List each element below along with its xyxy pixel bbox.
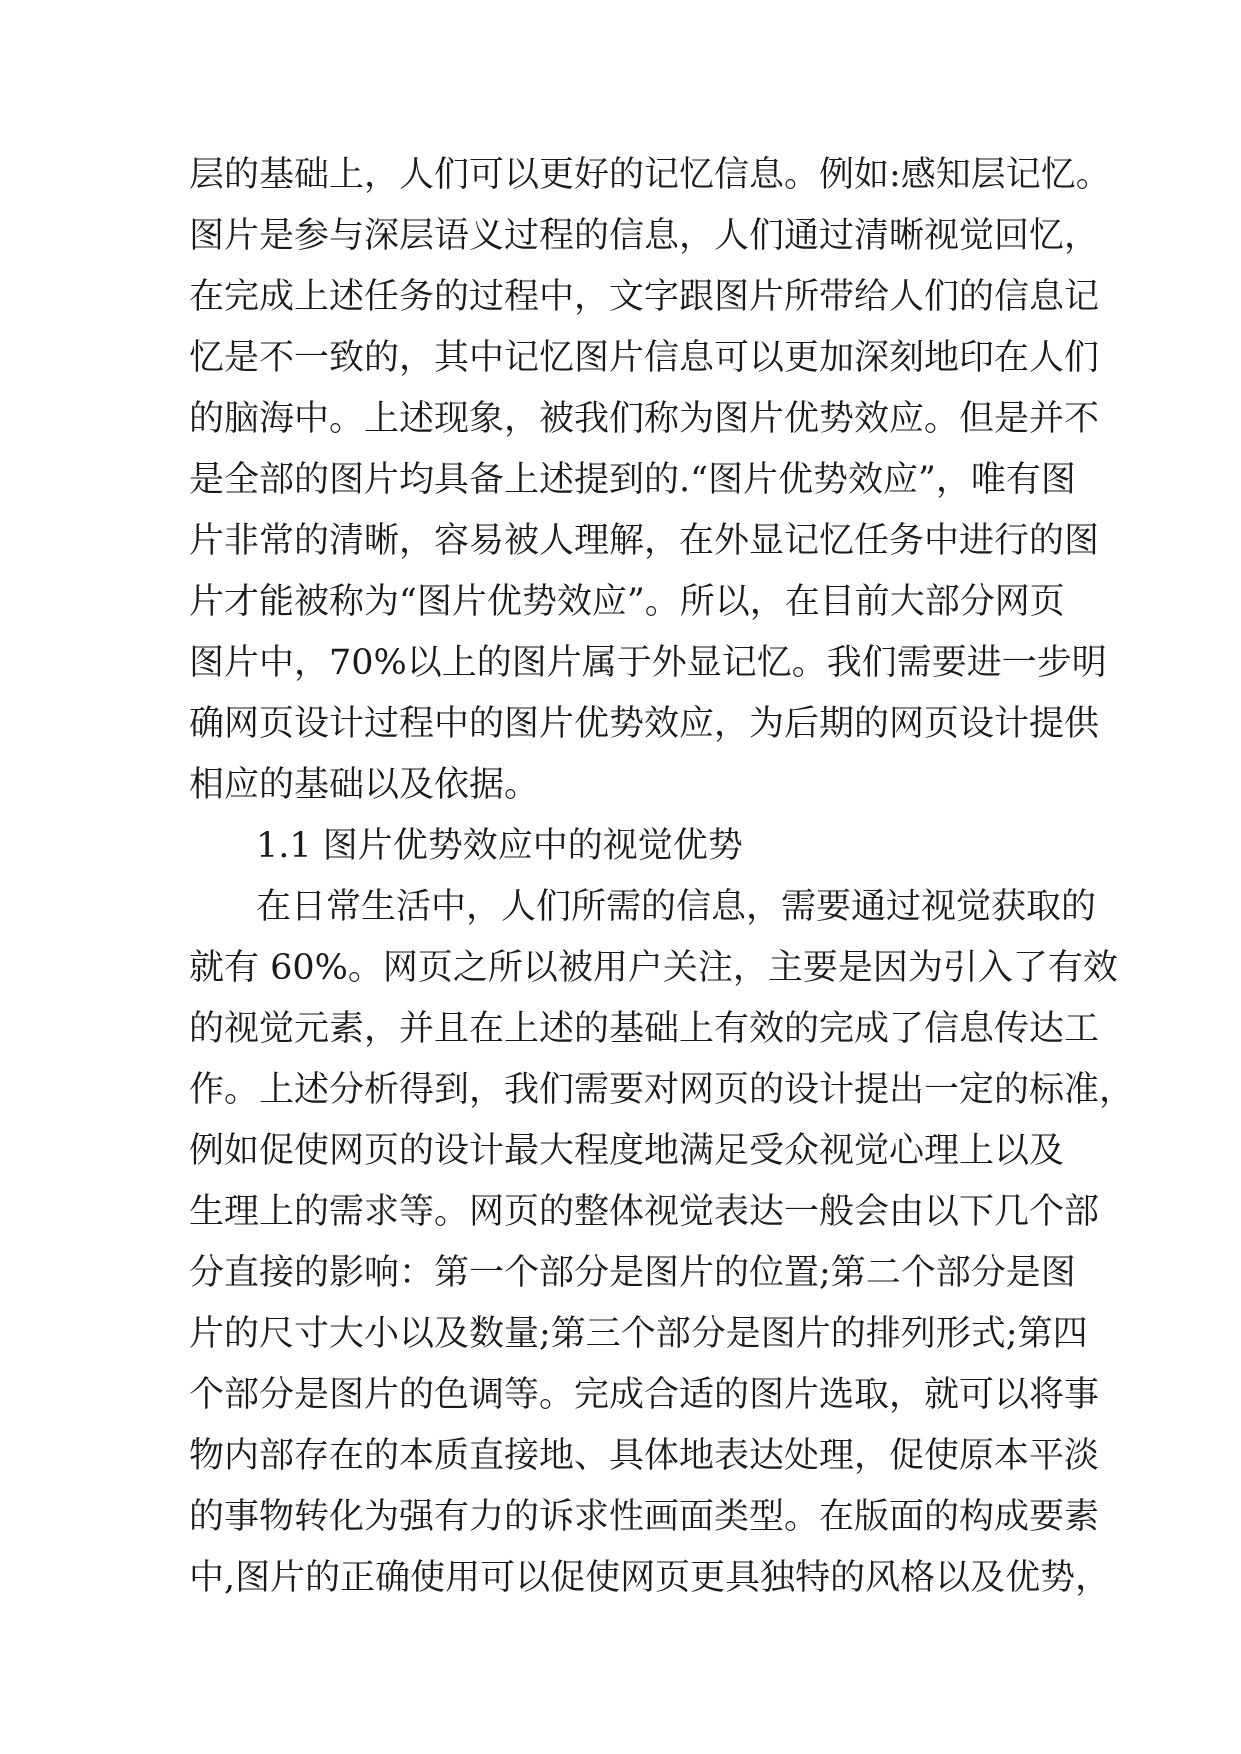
text-line: 层的基础上，人们可以更好的记忆信息。例如:感知层记忆。	[189, 155, 1111, 195]
text-line: 生理上的需求等。网页的整体视觉表达一般会由以下几个部	[189, 1192, 1100, 1232]
text-line: 图片是参与深层语义过程的信息，人们通过清晰视觉回忆，	[189, 216, 1100, 256]
text-line: 的视觉元素，并且在上述的基础上有效的完成了信息传达工	[189, 1009, 1100, 1049]
section-heading: 1.1 图片优势效应中的视觉优势	[256, 826, 743, 866]
text-line: 中,图片的正确使用可以促使网页更具独特的风格以及优势，	[189, 1558, 1111, 1598]
text-line: 是全部的图片均具备上述提到的.“图片优势效应”，唯有图	[189, 460, 1076, 500]
text-line: 片非常的清晰，容易被人理解，在外显记忆任务中进行的图	[189, 521, 1100, 561]
text-line: 在日常生活中，人们所需的信息，需要通过视觉获取的	[256, 887, 1097, 927]
text-line: 例如促使网页的设计最大程度地满足受众视觉心理上以及	[189, 1131, 1065, 1171]
text-line: 在完成上述任务的过程中，文字跟图片所带给人们的信息记	[189, 277, 1100, 317]
text-line: 相应的基础以及依据。	[189, 765, 540, 805]
text-line: 确网页设计过程中的图片优势效应，为后期的网页设计提供	[189, 704, 1100, 744]
text-line: 分直接的影响：第一个部分是图片的位置;第二个部分是图	[189, 1253, 1076, 1293]
text-line: 图片中，70%以上的图片属于外显记忆。我们需要进一步明	[189, 643, 1107, 683]
text-line: 片的尺寸大小以及数量;第三个部分是图片的排列形式;第四	[189, 1314, 1088, 1354]
text-line: 片才能被称为“图片优势效应”。所以，在目前大部分网页	[189, 582, 1065, 622]
text-line: 作。上述分析得到，我们需要对网页的设计提出一定的标准，	[189, 1070, 1135, 1110]
text-line: 忆是不一致的，其中记忆图片信息可以更加深刻地印在人们	[189, 338, 1100, 378]
text-line: 的事物转化为强有力的诉求性画面类型。在版面的构成要素	[189, 1497, 1100, 1537]
text-line: 的脑海中。上述现象，被我们称为图片优势效应。但是并不	[189, 399, 1100, 439]
text-line: 就有 60%。网页之所以被用户关注，主要是因为引入了有效	[189, 948, 1118, 988]
text-line: 个部分是图片的色调等。完成合适的图片选取，就可以将事	[189, 1375, 1100, 1415]
text-line: 物内部存在的本质直接地、具体地表达处理，促使原本平淡	[189, 1436, 1100, 1476]
